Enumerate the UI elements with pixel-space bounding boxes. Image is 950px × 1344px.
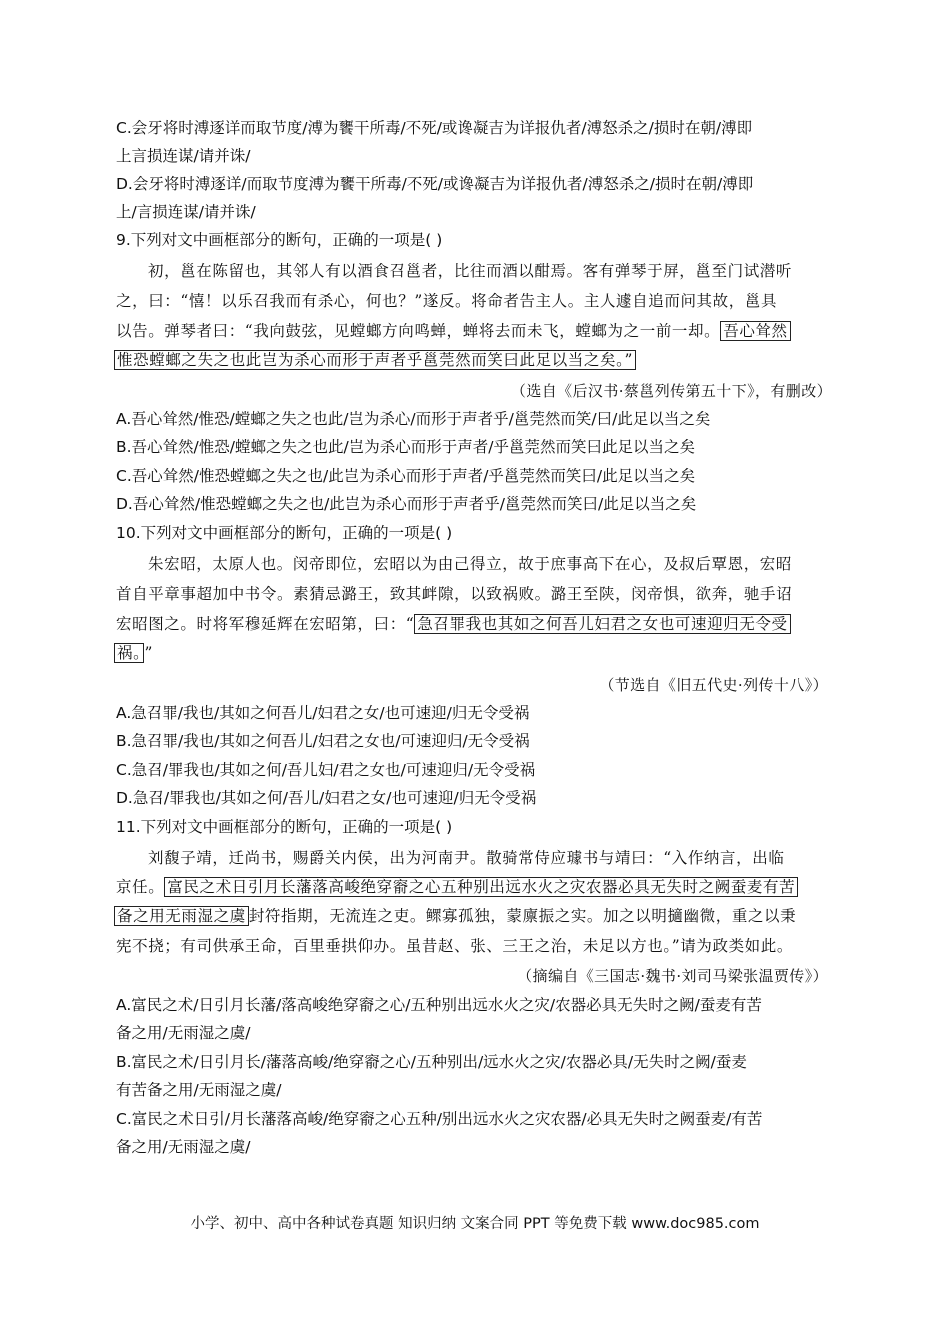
q11-passage-line4: 宪不挠；有司供承王命，百里垂拱仰办。虽昔赵、张、三王之治，未足以方也。”请为政类如此。 — [116, 937, 793, 955]
q10-option-c: C.急召/罪我也/其如之何/吾儿妇/君之女也/可速迎归/无令受祸 — [116, 761, 536, 779]
q9-boxed-text-cont: 惟恐螳螂之失之也此岂为杀心而形于声者乎邕莞然而笑曰此足以当之矣。” — [114, 350, 636, 370]
q9-source: （选自《后汉书·蔡邕列传第五十下》，有删改） — [510, 382, 832, 400]
q9-option-d: D.吾心耸然/惟恐螳螂之失之也/此岂为杀心而形于声者乎/邕莞然而笑曰/此足以当之矣 — [116, 495, 697, 513]
q10-option-a: A.急召罪/我也/其如之何吾儿/妇君之女/也可速迎/归无令受祸 — [116, 704, 530, 722]
q11-question: 11.下列对文中画框部分的断句，正确的一项是( ) — [116, 818, 453, 836]
q8-option-d-line1: D.会牙将时溥逐详/而取节度溥为饔干所毒/不死/或谗凝吉为详报仇者/溥怒杀之/损时在朝/溥即 — [116, 175, 754, 193]
q9-option-c: C.吾心耸然/惟恐螳螂之失之也/此岂为杀心而形于声者/乎邕莞然而笑曰/此足以当之矣 — [116, 467, 696, 485]
q10-closing-quote: ” — [144, 644, 153, 662]
q11-passage-text: 京任。 — [116, 878, 165, 896]
q9-passage-line1: 初，邕在陈留也，其邻人有以酒食召邕者，比往而酒以酣焉。客有弹琴于屏，邕至门试潜听 — [148, 262, 793, 280]
q11-option-a-line2: 备之用/无雨湿之虞/ — [116, 1024, 251, 1042]
q11-boxed-text: 富民之术日引月长藩落高峻绝穿窬之心五种别出远水火之灾农器必具无失时之阙蚕麦有苦 — [164, 877, 798, 897]
q11-option-c-line1: C.富民之术日引/月长藩落高峻/绝穿窬之心五种/别出远水火之灾农器/必具无失时之阙蚕麦/有苦 — [116, 1110, 763, 1128]
q11-option-c-line2: 备之用/无雨湿之虞/ — [116, 1138, 251, 1156]
q8-option-c-line2: 上言损连谋/请并诛/ — [116, 147, 251, 165]
q9-boxed-text: 吾心耸然 — [720, 321, 790, 341]
q10-source: （节选自《旧五代史·列传十八》） — [599, 676, 828, 694]
q9-option-b: B.吾心耸然/惟恐/螳螂之失之也此/岂为杀心而形于声者/乎邕莞然而笑曰此足以当之矣 — [116, 438, 695, 456]
q10-option-b: B.急召罪/我也/其如之何吾儿/妇君之女也/可速迎归/无令受祸 — [116, 732, 530, 750]
q8-option-d-line2: 上/言损连谋/请并诛/ — [116, 203, 256, 221]
q11-passage-line2 — [116, 877, 798, 897]
q11-source: （摘编自《三国志·魏书·刘司马梁张温贾传》） — [517, 967, 828, 985]
q10-question: 10.下列对文中画框部分的断句，正确的一项是( ) — [116, 524, 453, 542]
q9-option-a: A.吾心耸然/惟恐/螳螂之失之也此/岂为杀心/而形于声者乎/邕莞然而笑/曰/此足以当之矣 — [116, 410, 711, 428]
q9-passage-text: 以告。弹琴者曰：“我向鼓弦，见螳螂方向鸣蝉，蝉将去而未飞，螳螂为之一前一却。 — [116, 322, 721, 340]
q10-passage-line4 — [114, 643, 153, 663]
q10-boxed-text: 急召罪我也其如之何吾儿妇君之女也可速迎归无令受 — [414, 614, 790, 634]
q9-passage-line2: 之，曰：“憘！以乐召我而有杀心，何也？”遂反。将命者告主人。主人遽自追而问其故，邕具 — [116, 292, 778, 310]
q8-option-c-line1: C.会牙将时溥逐详而取节度/溥为饔干所毒/不死/或谗凝吉为详报仇者/溥怒杀之/损时在朝/溥即 — [116, 119, 753, 137]
q11-passage-text-cont: 封符指期，无流连之吏。鳏寡孤独，蒙廪振之实。加之以明擿幽微，重之以秉 — [248, 907, 797, 925]
q11-option-a-line1: A.富民之术/日引月长藩/落高峻绝穿窬之心/五种别出远水火之灾/农器必具无失时之阙/蚕麦有苦 — [116, 996, 762, 1014]
q10-passage-line3 — [116, 614, 791, 634]
q11-boxed-text-cont: 备之用无雨湿之虞 — [114, 906, 249, 926]
q9-passage-line3 — [116, 321, 791, 341]
q10-passage-line1: 朱宏昭，太原人也。闵帝即位，宏昭以为由己得立，故于庶事高下在心，及叔后覃恩，宏昭 — [148, 555, 793, 573]
q9-passage-line4 — [114, 350, 636, 370]
q9-question: 9.下列对文中画框部分的断句，正确的一项是( ) — [116, 231, 443, 249]
page-footer: 小学、初中、高中各种试卷真题 知识归纳 文案合同 PPT 等免费下载 www.doc985.com — [190, 1216, 760, 1232]
q11-passage-line1: 刘馥子靖，迁尚书，赐爵关内侯，出为河南尹。散骑常侍应璩书与靖曰：“入作纳言，出临 — [148, 849, 785, 867]
q10-passage-text: 宏昭图之。时将军穆延辉在宏昭第，曰：“ — [116, 615, 415, 633]
q10-option-d: D.急召/罪我也/其如之何/吾儿/妇君之女/也可速迎/归无令受祸 — [116, 789, 537, 807]
q11-option-b-line1: B.富民之术/日引月长/藩落高峻/绝穿窬之心/五种别出/远水火之灾/农器必具/无失时之阙/蚕麦 — [116, 1053, 747, 1071]
q10-passage-line2: 首自平章事超加中书令。素猜忌潞王，致其衅隙，以致祸败。潞王至陕，闵帝惧，欲奔，驰手诏 — [116, 585, 793, 603]
q11-passage-line3 — [114, 906, 796, 926]
q10-boxed-text-cont: 祸。 — [114, 643, 144, 663]
q11-option-b-line2: 有苦备之用/无雨湿之虞/ — [116, 1081, 282, 1099]
